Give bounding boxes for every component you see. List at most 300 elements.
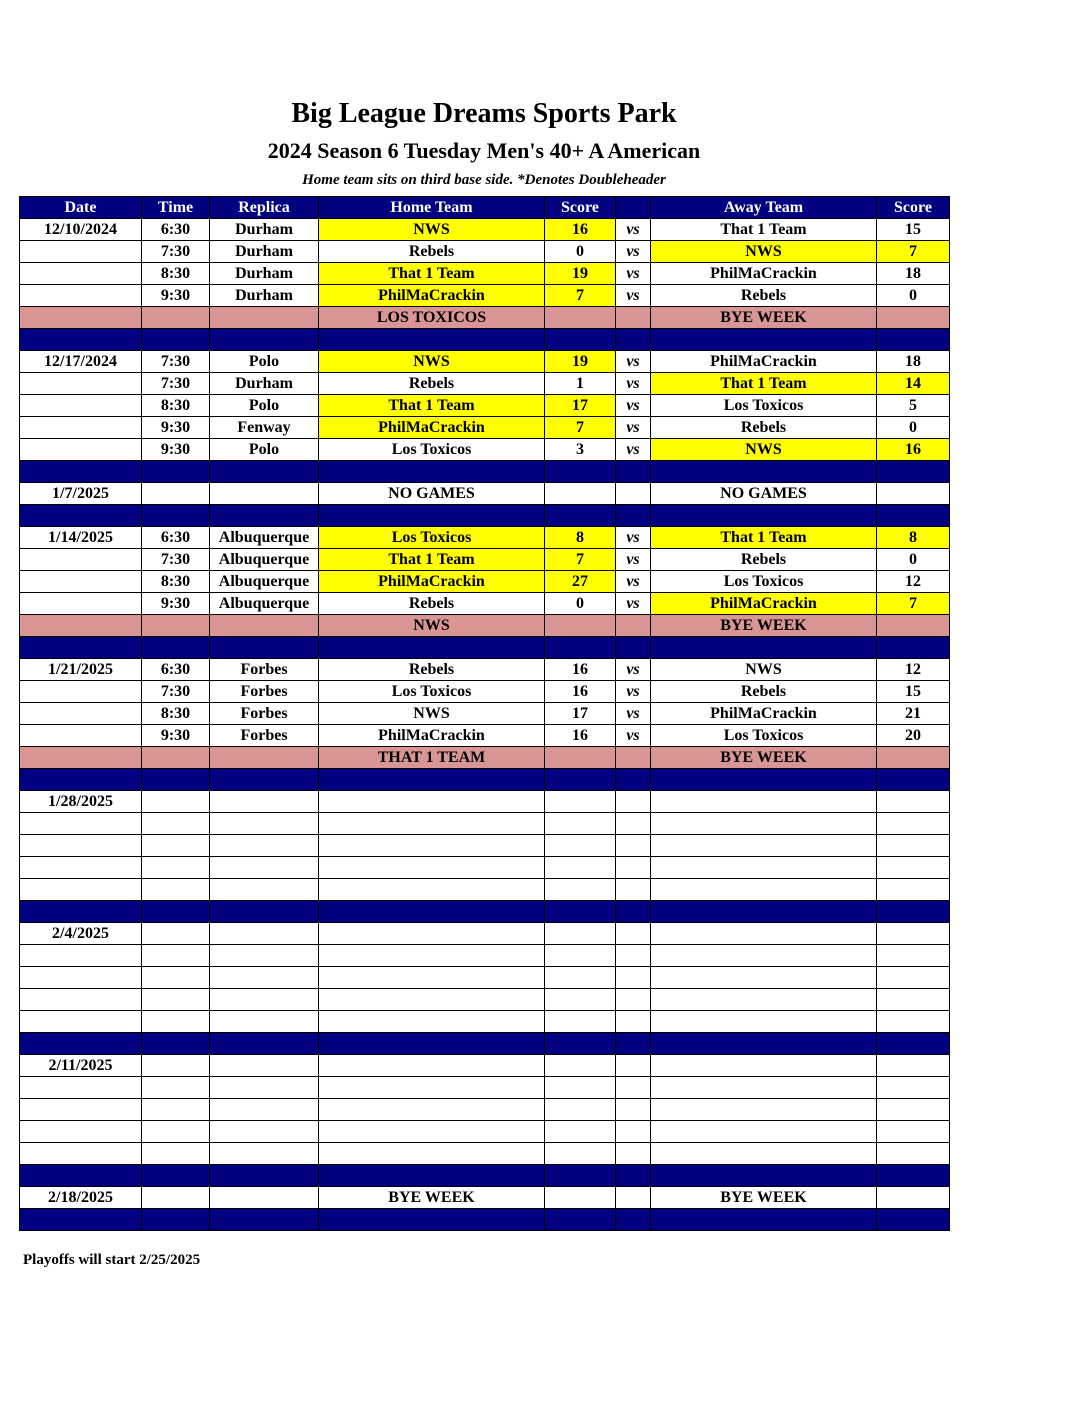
bye-row	[20, 747, 950, 769]
away-team-cell: That 1 Team	[651, 527, 877, 549]
home-score-cell: 7	[545, 285, 616, 307]
time-cell	[142, 923, 210, 945]
separator-cell	[142, 505, 210, 527]
separator-cell	[20, 769, 142, 791]
field-cell: Durham	[210, 373, 319, 395]
bye-row	[20, 307, 950, 329]
separator-cell	[20, 637, 142, 659]
away-team-cell: NWS	[651, 439, 877, 461]
time-cell	[142, 747, 210, 769]
separator-cell	[545, 329, 616, 351]
schedule-table	[19, 196, 950, 1231]
col-header-vs	[616, 197, 651, 219]
away-score-cell	[877, 1011, 950, 1033]
separator-cell	[651, 901, 877, 923]
time-cell: 7:30	[142, 373, 210, 395]
separator-cell	[319, 461, 545, 483]
week-separator-row	[20, 769, 950, 791]
home-team-cell	[319, 967, 545, 989]
home-team-cell: LOS TOXICOS	[319, 307, 545, 329]
away-score-cell	[877, 1121, 950, 1143]
vs-cell: vs	[616, 417, 651, 439]
separator-cell	[210, 329, 319, 351]
vs-cell	[616, 1055, 651, 1077]
away-team-cell	[651, 1011, 877, 1033]
vs-cell	[616, 1143, 651, 1165]
home-score-cell	[545, 483, 616, 505]
empty-row	[20, 1121, 950, 1143]
week-separator-row	[20, 505, 950, 527]
time-cell: 9:30	[142, 593, 210, 615]
time-cell: 6:30	[142, 219, 210, 241]
away-score-cell	[877, 1187, 950, 1209]
empty-row	[20, 1011, 950, 1033]
home-score-cell	[545, 307, 616, 329]
away-team-cell: That 1 Team	[651, 219, 877, 241]
away-team-cell: PhilMaCrackin	[651, 263, 877, 285]
empty-row	[20, 945, 950, 967]
time-cell: 7:30	[142, 549, 210, 571]
separator-cell	[319, 1165, 545, 1187]
home-score-cell	[545, 1055, 616, 1077]
field-cell	[210, 857, 319, 879]
field-cell	[210, 791, 319, 813]
away-score-cell	[877, 1077, 950, 1099]
away-score-cell	[877, 615, 950, 637]
field-cell: Polo	[210, 395, 319, 417]
away-score-cell: 5	[877, 395, 950, 417]
game-row	[20, 703, 950, 725]
vs-cell	[616, 813, 651, 835]
vs-cell	[616, 747, 651, 769]
away-score-cell	[877, 307, 950, 329]
separator-cell	[142, 1209, 210, 1231]
away-team-cell: NO GAMES	[651, 483, 877, 505]
home-team-cell	[319, 1055, 545, 1077]
field-cell	[210, 1121, 319, 1143]
vs-cell	[616, 307, 651, 329]
field-cell: Durham	[210, 263, 319, 285]
home-score-cell: 3	[545, 439, 616, 461]
home-team-cell	[319, 857, 545, 879]
time-cell: 8:30	[142, 263, 210, 285]
separator-cell	[20, 1209, 142, 1231]
separator-cell	[545, 1033, 616, 1055]
date-cell	[20, 549, 142, 571]
week-separator-row	[20, 1033, 950, 1055]
separator-cell	[142, 329, 210, 351]
time-cell: 9:30	[142, 725, 210, 747]
time-cell	[142, 1011, 210, 1033]
away-score-cell: 0	[877, 417, 950, 439]
separator-cell	[651, 329, 877, 351]
away-score-cell	[877, 747, 950, 769]
field-cell: Albuquerque	[210, 593, 319, 615]
separator-cell	[319, 901, 545, 923]
schedule-body	[20, 219, 950, 1231]
field-cell	[210, 813, 319, 835]
time-cell	[142, 945, 210, 967]
time-cell	[142, 989, 210, 1011]
separator-cell	[319, 505, 545, 527]
home-score-cell: 27	[545, 571, 616, 593]
vs-cell: vs	[616, 527, 651, 549]
separator-cell	[616, 505, 651, 527]
home-team-cell: Rebels	[319, 659, 545, 681]
page-title: Big League Dreams Sports Park	[291, 98, 677, 129]
time-cell	[142, 1055, 210, 1077]
separator-cell	[545, 461, 616, 483]
date-cell	[20, 1143, 142, 1165]
home-score-cell: 17	[545, 395, 616, 417]
vs-cell: vs	[616, 725, 651, 747]
home-team-cell	[319, 835, 545, 857]
home-team-cell: That 1 Team	[319, 395, 545, 417]
empty-row	[20, 791, 950, 813]
game-row	[20, 593, 950, 615]
vs-cell	[616, 1099, 651, 1121]
away-team-cell: Rebels	[651, 285, 877, 307]
home-team-cell: Rebels	[319, 373, 545, 395]
date-cell: 12/10/2024	[20, 219, 142, 241]
vs-cell	[616, 967, 651, 989]
home-team-cell: NWS	[319, 703, 545, 725]
week-separator-row	[20, 329, 950, 351]
field-cell: Forbes	[210, 681, 319, 703]
home-team-cell: Rebels	[319, 241, 545, 263]
home-team-cell: Los Toxicos	[319, 681, 545, 703]
time-cell: 7:30	[142, 681, 210, 703]
game-row	[20, 285, 950, 307]
date-cell	[20, 857, 142, 879]
home-score-cell	[545, 923, 616, 945]
vs-cell	[616, 945, 651, 967]
separator-cell	[210, 1165, 319, 1187]
separator-cell	[210, 769, 319, 791]
vs-cell: vs	[616, 351, 651, 373]
empty-row	[20, 967, 950, 989]
date-cell: 1/28/2025	[20, 791, 142, 813]
vs-cell: vs	[616, 285, 651, 307]
date-cell	[20, 593, 142, 615]
time-cell	[142, 1187, 210, 1209]
away-team-cell	[651, 1121, 877, 1143]
away-team-cell: BYE WEEK	[651, 615, 877, 637]
week-separator-row	[20, 461, 950, 483]
field-cell: Polo	[210, 351, 319, 373]
home-score-cell	[545, 813, 616, 835]
date-cell: 12/17/2024	[20, 351, 142, 373]
away-team-cell: Los Toxicos	[651, 725, 877, 747]
date-cell	[20, 571, 142, 593]
home-score-cell: 16	[545, 725, 616, 747]
field-cell	[210, 923, 319, 945]
col-header-replica: Replica	[210, 197, 319, 219]
time-cell: 8:30	[142, 703, 210, 725]
vs-cell: vs	[616, 373, 651, 395]
time-cell	[142, 483, 210, 505]
away-score-cell	[877, 1055, 950, 1077]
col-header-away-team: Away Team	[651, 197, 877, 219]
date-cell	[20, 725, 142, 747]
schedule-note: Home team sits on third base side. *Denotes Doubleheader	[302, 172, 666, 188]
date-cell	[20, 989, 142, 1011]
col-header-away-score: Score	[877, 197, 950, 219]
separator-cell	[651, 461, 877, 483]
date-cell	[20, 1011, 142, 1033]
home-score-cell	[545, 967, 616, 989]
time-cell: 7:30	[142, 351, 210, 373]
away-team-cell	[651, 989, 877, 1011]
time-cell: 9:30	[142, 439, 210, 461]
separator-cell	[210, 901, 319, 923]
time-cell	[142, 1143, 210, 1165]
home-score-cell: 8	[545, 527, 616, 549]
field-cell: Fenway	[210, 417, 319, 439]
away-team-cell: Rebels	[651, 681, 877, 703]
empty-row	[20, 1099, 950, 1121]
vs-cell: vs	[616, 549, 651, 571]
time-cell	[142, 857, 210, 879]
game-row	[20, 725, 950, 747]
time-cell: 6:30	[142, 527, 210, 549]
home-score-cell: 16	[545, 681, 616, 703]
home-score-cell: 19	[545, 351, 616, 373]
time-cell	[142, 615, 210, 637]
separator-cell	[142, 769, 210, 791]
empty-row	[20, 835, 950, 857]
vs-cell	[616, 1187, 651, 1209]
time-cell: 8:30	[142, 395, 210, 417]
home-score-cell: 17	[545, 703, 616, 725]
away-score-cell	[877, 835, 950, 857]
empty-row	[20, 1077, 950, 1099]
separator-cell	[319, 329, 545, 351]
home-team-cell: NO GAMES	[319, 483, 545, 505]
home-team-cell	[319, 879, 545, 901]
separator-cell	[651, 637, 877, 659]
home-team-cell: NWS	[319, 351, 545, 373]
date-cell	[20, 835, 142, 857]
week-separator-row	[20, 1209, 950, 1231]
separator-cell	[20, 505, 142, 527]
date-cell	[20, 703, 142, 725]
away-team-cell: Rebels	[651, 549, 877, 571]
game-row	[20, 395, 950, 417]
home-score-cell	[545, 989, 616, 1011]
empty-row	[20, 1143, 950, 1165]
field-cell	[210, 483, 319, 505]
away-score-cell: 16	[877, 439, 950, 461]
time-cell	[142, 967, 210, 989]
away-team-cell	[651, 1099, 877, 1121]
date-cell	[20, 373, 142, 395]
vs-cell: vs	[616, 703, 651, 725]
game-row	[20, 1187, 950, 1209]
separator-cell	[616, 1165, 651, 1187]
away-score-cell: 7	[877, 241, 950, 263]
home-score-cell	[545, 879, 616, 901]
field-cell: Polo	[210, 439, 319, 461]
vs-cell	[616, 835, 651, 857]
home-team-cell	[319, 813, 545, 835]
home-score-cell: 7	[545, 417, 616, 439]
date-cell	[20, 945, 142, 967]
home-team-cell	[319, 923, 545, 945]
separator-cell	[877, 329, 950, 351]
date-cell	[20, 395, 142, 417]
game-row	[20, 483, 950, 505]
away-score-cell	[877, 989, 950, 1011]
date-cell: 2/18/2025	[20, 1187, 142, 1209]
time-cell	[142, 791, 210, 813]
separator-cell	[651, 1033, 877, 1055]
date-cell	[20, 747, 142, 769]
away-score-cell: 0	[877, 549, 950, 571]
home-score-cell	[545, 835, 616, 857]
field-cell	[210, 1099, 319, 1121]
game-row	[20, 439, 950, 461]
game-row	[20, 417, 950, 439]
field-cell: Albuquerque	[210, 549, 319, 571]
week-separator-row	[20, 1165, 950, 1187]
field-cell	[210, 1077, 319, 1099]
game-row	[20, 373, 950, 395]
time-cell	[142, 835, 210, 857]
vs-cell	[616, 989, 651, 1011]
date-cell: 1/21/2025	[20, 659, 142, 681]
separator-cell	[616, 901, 651, 923]
separator-cell	[20, 461, 142, 483]
game-row	[20, 659, 950, 681]
field-cell	[210, 1187, 319, 1209]
time-cell: 8:30	[142, 571, 210, 593]
away-team-cell	[651, 923, 877, 945]
date-cell	[20, 263, 142, 285]
away-score-cell	[877, 1099, 950, 1121]
date-cell: 2/4/2025	[20, 923, 142, 945]
field-cell	[210, 615, 319, 637]
field-cell	[210, 747, 319, 769]
time-cell	[142, 1121, 210, 1143]
home-team-cell	[319, 1099, 545, 1121]
time-cell: 9:30	[142, 285, 210, 307]
away-team-cell: Los Toxicos	[651, 571, 877, 593]
field-cell: Albuquerque	[210, 527, 319, 549]
vs-cell	[616, 1011, 651, 1033]
home-score-cell	[545, 1077, 616, 1099]
separator-cell	[877, 461, 950, 483]
home-team-cell: PhilMaCrackin	[319, 725, 545, 747]
vs-cell	[616, 923, 651, 945]
away-team-cell: Los Toxicos	[651, 395, 877, 417]
home-team-cell: BYE WEEK	[319, 1187, 545, 1209]
separator-cell	[20, 1165, 142, 1187]
field-cell: Durham	[210, 219, 319, 241]
field-cell: Durham	[210, 241, 319, 263]
separator-cell	[877, 769, 950, 791]
home-team-cell: PhilMaCrackin	[319, 285, 545, 307]
field-cell	[210, 879, 319, 901]
home-score-cell: 7	[545, 549, 616, 571]
away-score-cell: 20	[877, 725, 950, 747]
vs-cell	[616, 483, 651, 505]
field-cell	[210, 835, 319, 857]
away-score-cell	[877, 791, 950, 813]
vs-cell	[616, 791, 651, 813]
vs-cell: vs	[616, 571, 651, 593]
home-score-cell	[545, 1099, 616, 1121]
separator-cell	[616, 1209, 651, 1231]
vs-cell: vs	[616, 439, 651, 461]
game-row	[20, 681, 950, 703]
week-separator-row	[20, 901, 950, 923]
separator-cell	[319, 1033, 545, 1055]
date-cell	[20, 967, 142, 989]
away-score-cell	[877, 813, 950, 835]
home-score-cell	[545, 747, 616, 769]
date-cell	[20, 615, 142, 637]
separator-cell	[651, 1165, 877, 1187]
field-cell	[210, 1055, 319, 1077]
time-cell: 6:30	[142, 659, 210, 681]
time-cell	[142, 307, 210, 329]
home-team-cell: That 1 Team	[319, 263, 545, 285]
separator-cell	[616, 769, 651, 791]
away-score-cell: 14	[877, 373, 950, 395]
date-cell	[20, 241, 142, 263]
away-team-cell	[651, 857, 877, 879]
away-team-cell	[651, 813, 877, 835]
empty-row	[20, 923, 950, 945]
vs-cell	[616, 1077, 651, 1099]
game-row	[20, 241, 950, 263]
date-cell	[20, 879, 142, 901]
home-score-cell: 0	[545, 593, 616, 615]
game-row	[20, 571, 950, 593]
home-score-cell: 19	[545, 263, 616, 285]
away-score-cell	[877, 483, 950, 505]
separator-cell	[142, 901, 210, 923]
separator-cell	[545, 769, 616, 791]
separator-cell	[142, 1165, 210, 1187]
season-subtitle: 2024 Season 6 Tuesday Men's 40+ A American	[267, 138, 701, 163]
game-row	[20, 549, 950, 571]
bye-row	[20, 615, 950, 637]
date-cell	[20, 307, 142, 329]
home-team-cell: NWS	[319, 219, 545, 241]
away-score-cell	[877, 945, 950, 967]
time-cell	[142, 813, 210, 835]
game-row	[20, 219, 950, 241]
away-team-cell	[651, 835, 877, 857]
time-cell	[142, 1077, 210, 1099]
away-score-cell	[877, 923, 950, 945]
field-cell	[210, 945, 319, 967]
away-score-cell	[877, 879, 950, 901]
home-score-cell: 16	[545, 219, 616, 241]
field-cell	[210, 1143, 319, 1165]
field-cell: Albuquerque	[210, 571, 319, 593]
away-score-cell: 18	[877, 351, 950, 373]
vs-cell: vs	[616, 263, 651, 285]
away-team-cell: PhilMaCrackin	[651, 351, 877, 373]
separator-cell	[142, 461, 210, 483]
separator-cell	[877, 505, 950, 527]
separator-cell	[545, 901, 616, 923]
home-team-cell	[319, 1143, 545, 1165]
game-row	[20, 527, 950, 549]
